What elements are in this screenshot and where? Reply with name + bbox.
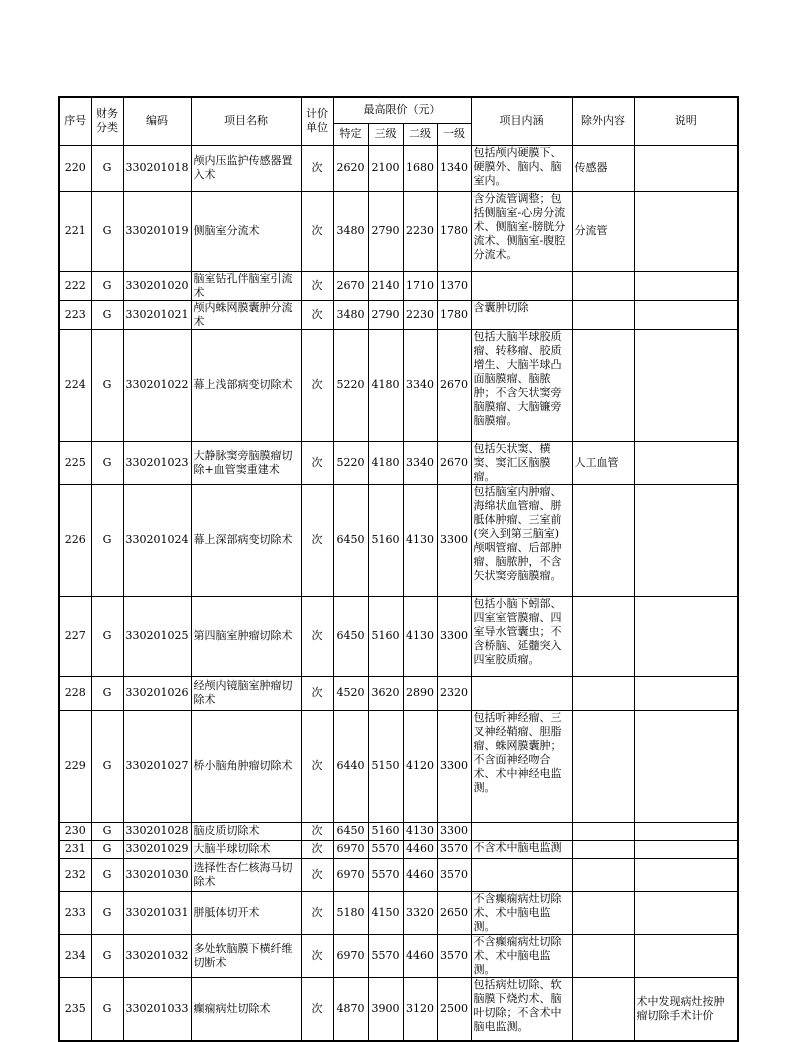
row-price-level2: 3120	[403, 977, 437, 1041]
row-note: 术中发现病灶按肿瘤切除手术计价	[634, 977, 738, 1041]
row-price-level3: 5570	[368, 858, 403, 891]
row-content	[471, 271, 572, 300]
header-excluded: 除外内容	[572, 97, 634, 145]
row-note	[634, 271, 738, 300]
header-code: 编码	[123, 97, 191, 145]
row-price-special: 2670	[333, 271, 368, 300]
row-excluded: 分流管	[572, 191, 634, 271]
header-name: 项目名称	[191, 97, 301, 145]
row-price-special: 5220	[333, 441, 368, 484]
row-price-level3: 2100	[368, 145, 403, 191]
row-name: 大脑半球切除术	[191, 840, 301, 858]
row-fin-cat: G	[91, 977, 123, 1041]
row-name: 多处软脑膜下横纤维切断术	[191, 934, 301, 977]
row-excluded	[572, 710, 634, 822]
price-table	[58, 96, 739, 1042]
row-content: 含分流管调整；包括侧脑室-心房分流术、侧脑室-膀胱分流术、侧脑室-腹腔分流术。	[471, 191, 572, 271]
row-price-level1: 3570	[437, 934, 471, 977]
row-price-level1: 1370	[437, 271, 471, 300]
row-code: 330201025	[123, 596, 191, 676]
row-unit: 次	[301, 977, 333, 1041]
row-excluded	[572, 676, 634, 710]
row-content: 包括颅内硬膜下、硬膜外、脑内、脑室内。	[471, 145, 572, 191]
row-seq: 232	[59, 858, 91, 891]
row-price-special: 5220	[333, 329, 368, 441]
row-seq: 230	[59, 822, 91, 840]
row-unit: 次	[301, 300, 333, 329]
table-row	[59, 596, 738, 676]
row-excluded	[572, 858, 634, 891]
row-price-level3: 5570	[368, 840, 403, 858]
header-level1: 一级	[437, 123, 471, 145]
row-price-level2: 3340	[403, 329, 437, 441]
row-fin-cat: G	[91, 858, 123, 891]
row-price-level1: 3300	[437, 710, 471, 822]
row-seq: 228	[59, 676, 91, 710]
row-price-level2: 3320	[403, 891, 437, 934]
table-row	[59, 710, 738, 822]
row-unit: 次	[301, 271, 333, 300]
row-price-special: 6450	[333, 484, 368, 596]
row-price-level1: 1780	[437, 191, 471, 271]
row-fin-cat: G	[91, 329, 123, 441]
row-price-level1: 2500	[437, 977, 471, 1041]
row-unit: 次	[301, 329, 333, 441]
row-seq: 227	[59, 596, 91, 676]
row-name: 颅内压监护传感器置入术	[191, 145, 301, 191]
row-seq: 221	[59, 191, 91, 271]
row-fin-cat: G	[91, 271, 123, 300]
table-row	[59, 891, 738, 934]
row-price-special: 3480	[333, 191, 368, 271]
row-fin-cat: G	[91, 441, 123, 484]
row-price-level3: 4150	[368, 891, 403, 934]
header-fin-cat: 财务分类	[91, 97, 123, 145]
row-name: 脑皮质切除术	[191, 822, 301, 840]
row-code: 330201022	[123, 329, 191, 441]
table-row	[59, 271, 738, 300]
row-seq: 222	[59, 271, 91, 300]
row-note	[634, 934, 738, 977]
row-seq: 225	[59, 441, 91, 484]
row-price-level3: 4180	[368, 329, 403, 441]
header-content: 项目内涵	[471, 97, 572, 145]
row-code: 330201019	[123, 191, 191, 271]
row-price-special: 6450	[333, 822, 368, 840]
row-seq: 229	[59, 710, 91, 822]
header-seq: 序号	[59, 97, 91, 145]
row-unit: 次	[301, 710, 333, 822]
row-price-level1: 3570	[437, 858, 471, 891]
row-name: 第四脑室肿瘤切除术	[191, 596, 301, 676]
row-name: 经颅内镜脑室肿瘤切除术	[191, 676, 301, 710]
row-content: 包括大脑半球胶质瘤、转移瘤、胶质增生、大脑半球凸面脑膜瘤、脑脓肿；不含矢状窦旁脑膜瘤、大脑镰旁脑膜瘤。	[471, 329, 572, 441]
header-special: 特定	[333, 123, 368, 145]
row-price-special: 4520	[333, 676, 368, 710]
row-price-level2: 3340	[403, 441, 437, 484]
row-price-level2: 4460	[403, 858, 437, 891]
row-excluded	[572, 300, 634, 329]
row-price-level3: 5160	[368, 596, 403, 676]
row-price-special: 2620	[333, 145, 368, 191]
row-fin-cat: G	[91, 934, 123, 977]
row-content: 包括脑室内肿瘤、海绵状血管瘤、胼胝体肿瘤、三室前(突入到第三脑室)颅咽管瘤、后部肿瘤、脑脓肿，不含矢状窦旁脑膜瘤。	[471, 484, 572, 596]
row-note	[634, 145, 738, 191]
row-excluded	[572, 977, 634, 1041]
row-fin-cat: G	[91, 822, 123, 840]
row-note	[634, 484, 738, 596]
row-code: 330201018	[123, 145, 191, 191]
row-content: 包括小脑下蚓部、四室室管膜瘤、四室导水管囊虫；不含桥脑、延髓突入四室胶质瘤。	[471, 596, 572, 676]
row-code: 330201030	[123, 858, 191, 891]
row-unit: 次	[301, 676, 333, 710]
row-note	[634, 676, 738, 710]
row-excluded	[572, 840, 634, 858]
row-price-level3: 5570	[368, 934, 403, 977]
header-unit: 计价单位	[301, 97, 333, 145]
row-price-level1: 3300	[437, 822, 471, 840]
table-row	[59, 145, 738, 191]
row-seq: 234	[59, 934, 91, 977]
row-price-level1: 2670	[437, 441, 471, 484]
row-seq: 220	[59, 145, 91, 191]
row-content: 包括矢状窦、横窦、窦汇区脑膜瘤。	[471, 441, 572, 484]
row-code: 330201027	[123, 710, 191, 822]
row-fin-cat: G	[91, 596, 123, 676]
row-seq: 224	[59, 329, 91, 441]
row-seq: 233	[59, 891, 91, 934]
table-row	[59, 840, 738, 858]
row-price-special: 6970	[333, 858, 368, 891]
row-price-level2: 1710	[403, 271, 437, 300]
row-name: 颅内蛛网膜囊肿分流术	[191, 300, 301, 329]
row-price-special: 3480	[333, 300, 368, 329]
row-price-special: 6970	[333, 934, 368, 977]
row-unit: 次	[301, 934, 333, 977]
row-content	[471, 676, 572, 710]
row-name: 幕上深部病变切除术	[191, 484, 301, 596]
row-fin-cat: G	[91, 484, 123, 596]
row-excluded	[572, 891, 634, 934]
row-note	[634, 596, 738, 676]
row-content: 不含癫痫病灶切除术、术中脑电监测。	[471, 934, 572, 977]
row-excluded: 人工血管	[572, 441, 634, 484]
row-price-special: 6440	[333, 710, 368, 822]
row-name: 幕上浅部病变切除术	[191, 329, 301, 441]
row-fin-cat: G	[91, 676, 123, 710]
row-price-level3: 2790	[368, 300, 403, 329]
row-price-special: 6970	[333, 840, 368, 858]
row-excluded	[572, 329, 634, 441]
header-row-1	[59, 97, 738, 123]
row-price-special: 5180	[333, 891, 368, 934]
row-seq: 235	[59, 977, 91, 1041]
row-unit: 次	[301, 891, 333, 934]
row-code: 330201023	[123, 441, 191, 484]
table-row	[59, 441, 738, 484]
row-excluded	[572, 934, 634, 977]
row-fin-cat: G	[91, 300, 123, 329]
row-code: 330201021	[123, 300, 191, 329]
row-excluded	[572, 822, 634, 840]
row-content: 不含术中脑电监测	[471, 840, 572, 858]
row-price-level1: 1340	[437, 145, 471, 191]
row-fin-cat: G	[91, 710, 123, 822]
row-name: 癫痫病灶切除术	[191, 977, 301, 1041]
row-price-level1: 1780	[437, 300, 471, 329]
table-row	[59, 676, 738, 710]
row-note	[634, 822, 738, 840]
table-row	[59, 191, 738, 271]
row-code: 330201031	[123, 891, 191, 934]
row-price-level2: 4130	[403, 596, 437, 676]
row-unit: 次	[301, 484, 333, 596]
row-unit: 次	[301, 840, 333, 858]
row-seq: 223	[59, 300, 91, 329]
row-price-level2: 4460	[403, 934, 437, 977]
row-content: 包括病灶切除、软脑膜下烧灼术、脑叶切除；不含术中脑电监测。	[471, 977, 572, 1041]
row-price-level3: 5150	[368, 710, 403, 822]
row-price-level2: 4120	[403, 710, 437, 822]
row-unit: 次	[301, 145, 333, 191]
row-content: 含囊肿切除	[471, 300, 572, 329]
row-note	[634, 710, 738, 822]
row-price-level2: 4130	[403, 484, 437, 596]
row-price-level1: 2320	[437, 676, 471, 710]
row-price-level3: 4180	[368, 441, 403, 484]
row-note	[634, 858, 738, 891]
row-code: 330201020	[123, 271, 191, 300]
row-price-level3: 2140	[368, 271, 403, 300]
header-max-price: 最高限价（元）	[333, 97, 471, 123]
row-name: 胼胝体切开术	[191, 891, 301, 934]
row-note	[634, 891, 738, 934]
row-price-special: 6450	[333, 596, 368, 676]
row-content: 包括听神经瘤、三叉神经鞘瘤、胆脂瘤、蛛网膜囊肿；不含面神经吻合术、术中神经电监测。	[471, 710, 572, 822]
row-code: 330201024	[123, 484, 191, 596]
row-price-level1: 2650	[437, 891, 471, 934]
table-row	[59, 934, 738, 977]
row-content	[471, 858, 572, 891]
row-fin-cat: G	[91, 145, 123, 191]
row-price-level1: 3300	[437, 484, 471, 596]
row-content	[471, 822, 572, 840]
row-code: 330201033	[123, 977, 191, 1041]
row-price-level3: 5160	[368, 822, 403, 840]
row-excluded: 传感器	[572, 145, 634, 191]
row-price-level3: 5160	[368, 484, 403, 596]
row-unit: 次	[301, 191, 333, 271]
row-code: 330201032	[123, 934, 191, 977]
header-note: 说明	[634, 97, 738, 145]
row-code: 330201026	[123, 676, 191, 710]
row-name: 侧脑室分流术	[191, 191, 301, 271]
row-excluded	[572, 596, 634, 676]
row-price-level2: 4460	[403, 840, 437, 858]
row-price-level3: 3620	[368, 676, 403, 710]
row-note	[634, 300, 738, 329]
row-note	[634, 840, 738, 858]
row-price-level1: 3570	[437, 840, 471, 858]
row-fin-cat: G	[91, 891, 123, 934]
row-name: 大静脉窦旁脑膜瘤切除+血管窦重建术	[191, 441, 301, 484]
row-price-level1: 3300	[437, 596, 471, 676]
table-row	[59, 858, 738, 891]
row-fin-cat: G	[91, 191, 123, 271]
row-price-special: 4870	[333, 977, 368, 1041]
table-row	[59, 329, 738, 441]
row-price-level2: 2230	[403, 300, 437, 329]
row-fin-cat: G	[91, 840, 123, 858]
row-price-level3: 2790	[368, 191, 403, 271]
row-unit: 次	[301, 822, 333, 840]
row-name: 桥小脑角肿瘤切除术	[191, 710, 301, 822]
row-price-level3: 3900	[368, 977, 403, 1041]
row-code: 330201029	[123, 840, 191, 858]
row-excluded	[572, 484, 634, 596]
header-level3: 三级	[368, 123, 403, 145]
row-note	[634, 441, 738, 484]
row-name: 脑室钻孔伴脑室引流术	[191, 271, 301, 300]
row-price-level2: 1680	[403, 145, 437, 191]
row-code: 330201028	[123, 822, 191, 840]
row-unit: 次	[301, 441, 333, 484]
row-note	[634, 329, 738, 441]
row-unit: 次	[301, 596, 333, 676]
table-row	[59, 822, 738, 840]
row-seq: 231	[59, 840, 91, 858]
table-row	[59, 484, 738, 596]
table-row	[59, 977, 738, 1041]
row-note	[634, 191, 738, 271]
row-seq: 226	[59, 484, 91, 596]
row-price-level2: 2890	[403, 676, 437, 710]
row-price-level1: 2670	[437, 329, 471, 441]
row-unit: 次	[301, 858, 333, 891]
header-level2: 二级	[403, 123, 437, 145]
row-price-level2: 4130	[403, 822, 437, 840]
row-name: 选择性杏仁核海马切除术	[191, 858, 301, 891]
row-price-level2: 2230	[403, 191, 437, 271]
table-row	[59, 300, 738, 329]
row-excluded	[572, 271, 634, 300]
row-content: 不含癫痫病灶切除术、术中脑电监测。	[471, 891, 572, 934]
